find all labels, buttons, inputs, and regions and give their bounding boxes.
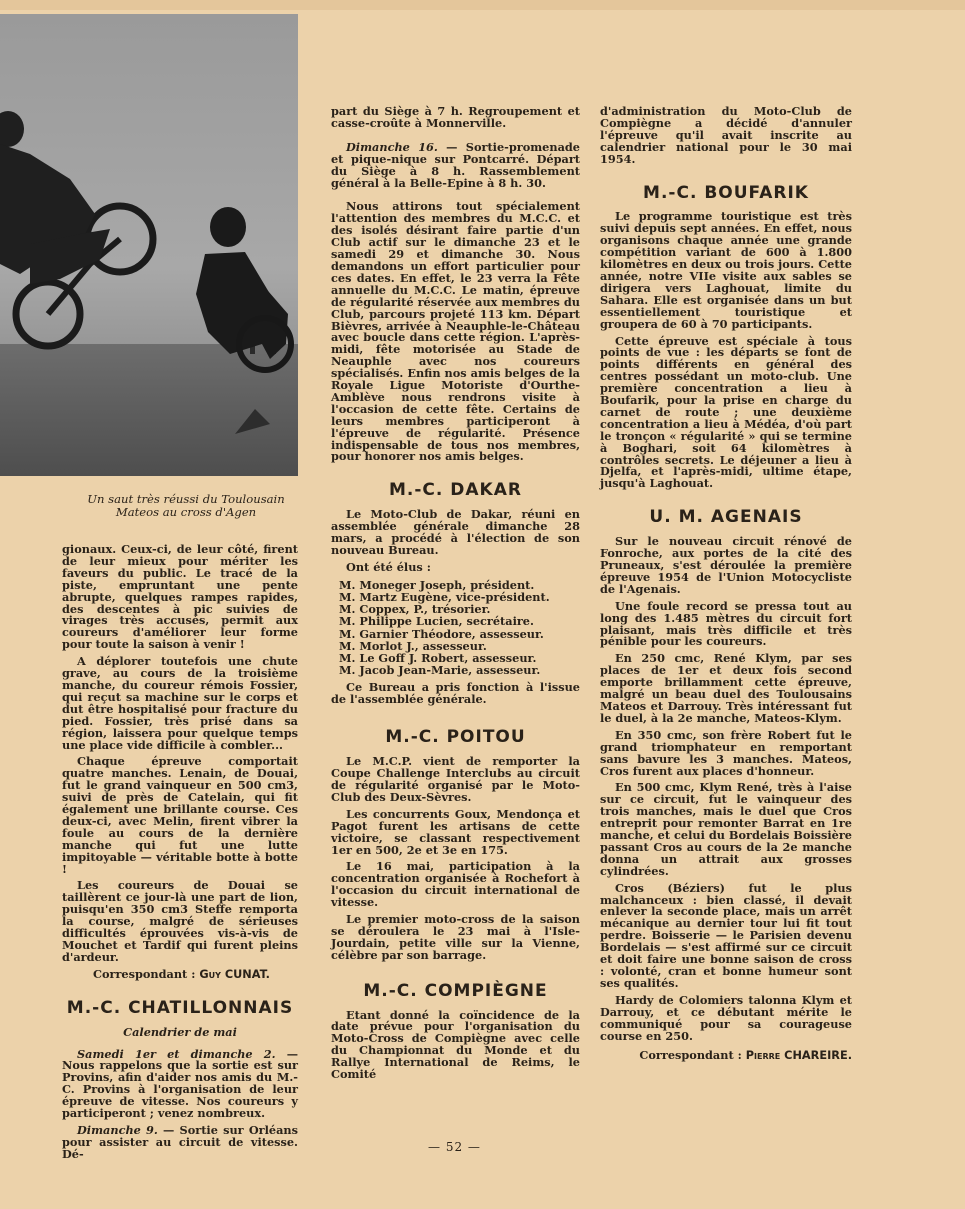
column-3 xyxy=(600,106,852,1067)
col3-paragraph: En 250 cmc, René Klym, par ses places de 1er et deux fois second emporte brillamment cette épreuve, malgré un beau duel des Toulousains Mateos et Darrouy. Très intéressant fut le duel, à la 2e manche, Mateos-Klym. xyxy=(600,651,852,725)
col1-paragraph: Les coureurs de Douai se taillèrent ce jour-là une part de lion, puisqu'en 350 cm3 Steffe remporta la course, malgré de sérieuses difficultés éprouvées vis-à-vis de Mouchet et Tardif qui furent pleins d'ardeur. xyxy=(62,878,298,964)
col1-correspondent xyxy=(78,966,298,981)
list-item: M. Martz Eugène, vice-président. xyxy=(339,590,550,605)
paragraph-text: — Sortie sur Orléans pour assister au circuit de vitesse. Dé- xyxy=(62,1122,298,1161)
correspondent-label: Correspondant : xyxy=(639,1048,742,1063)
list-item: M. Philippe Lucien, secrétaire. xyxy=(339,614,534,629)
list-item: M. Garnier Théodore, assesseur. xyxy=(339,626,544,641)
col3-paragraph: Cros (Béziers) fut le plus malchanceux : bien classé, il devait enlever la seconde place, mais un arrêt mécanique au dernier tour lui fit tout perdre. Boisserie — le Parisien devenu Bordelais — s'est affirmé sur ce circuit et doit faire une bonne saison de cross : volonté, cran et bonne humeur sont ses qualités. xyxy=(600,880,852,990)
col3-paragraph: Cette épreuve est spéciale à tous points de vue : les départs se font de points différents en général des centres possédant un moto-club. Une première concentration a lieu à Boufarik, pour la prise en charge du carnet de route ; une deuxième concentration a lieu à Médéa, d'où part le tronçon « régularité » qui se termine à Boghari, soit 64 kilomètres à contrôles secrets. Le déjeuner a lieu à Djelfa, et l'après-midi, ultime étape, jusqu'à Laghouat. xyxy=(600,333,852,491)
col2-paragraph: Ce Bureau a pris fonction à l'issue de l'assemblée générale. xyxy=(331,680,580,707)
col2-paragraph: Etant donné la coïncidence de la date prévue pour l'organisation du Moto-Cross de Compiègne avec celle du Championnat du Monde et du Rallye International de Reims, le Comité xyxy=(331,1007,580,1082)
list-item: M. Jacob Jean-Marie, assesseur. xyxy=(339,663,541,678)
list-item: M. Moneger Joseph, président. xyxy=(339,577,535,592)
col3-paragraph: Une foule record se pressa tout au long des 1.485 mètres du circuit fort plaisant, mais très difficile et très pénible pour les coureurs. xyxy=(600,598,852,649)
col1-paragraph xyxy=(62,1122,298,1161)
list-item: M. Le Goff J. Robert, assesseur. xyxy=(339,651,537,666)
board-list xyxy=(339,579,580,677)
list-item: M. Morlot J., assesseur. xyxy=(339,638,487,653)
section-heading-boufarik: M.-C. BOUFARIK xyxy=(643,182,809,203)
col3-paragraph: Sur le nouveau circuit rénové de Fonroche, aux portes de la cité des Pruneaux, s'est déroulée la première épreuve 1954 de l'Union Motocycliste de l'Agenais. xyxy=(600,534,852,596)
date-lead: Dimanche 16. xyxy=(346,139,438,154)
col2-paragraph: Nous attirons tout spécialement l'attention des membres du M.C.C. et des isolés désirant faire partie d'un Club actif sur le dimanche 23 et le samedi 29 et dimanche 30. Nous demandons un effort particulier pour ces dates. En effet, le 23 verra la Fête annuelle du M.C.C. Le matin, épreuve de régularité réservée aux membres du Club, parcours projeté 113 km. Départ Bièvres, arrivée à Neauphle-le-Château avec boucle dans cette région. L'après-midi, fête motorisée au Stade de Neauphle avec nos coureurs spécialisés. Enfin nos amis belges de la Royale Ligue Motoriste d'Ourthe-Amblève nous rendrons visite à l'occasion de cette fête. Certains de leurs membres participeront à l'épreuve de régularité. Présence indispensable de tous nos membres, pour honorer nos amis belges. xyxy=(331,199,580,464)
paragraph-text: — Nous rappelons que la sortie est sur Provins, afin d'aider nos amis du M.-C. Provins à l'organisation de leur épreuve de vitesse. Nos coureurs y participeront ; venez nombreux. xyxy=(62,1046,298,1121)
section-heading-chatillonnais: M.-C. CHATILLONNAIS xyxy=(66,997,294,1018)
col3-paragraph: d'administration du Moto-Club de Compiègne a décidé d'annuler l'épreuve qu'il avait inscrite au calendrier national pour le 30 mai 1954. xyxy=(600,104,852,166)
date-lead: Dimanche 9. xyxy=(77,1122,158,1137)
column-2 xyxy=(331,106,580,1086)
paragraph-text: — Sortie-promenade et pique-nique sur Pontcarré. Départ du Siège à 8 h. Rassemblement général à la Belle-Epine à 8 h. 30. xyxy=(331,139,580,190)
elected-label: Ont été élus : xyxy=(346,559,431,574)
section-heading-agenais: U. M. AGENAIS xyxy=(649,507,803,528)
motocross-photo xyxy=(0,14,298,476)
col1-paragraph: Chaque épreuve comportait quatre manches. Lenain, de Douai, fut le grand vainqueur en 500 cm3, suivi de près de Catelain, qui fit également une brillante course. Ces deux-ci, avec Melin, firent vibrer la foule au cours de la dernière manche qui fut une lutte impitoyable — véritable botte à botte ! xyxy=(62,754,298,876)
col2-paragraph: Le 16 mai, participation à la concentration organisée à Rochefort à l'occasion du circuit international de vitesse. xyxy=(331,859,580,910)
col2-paragraph xyxy=(331,139,580,190)
col3-paragraph: En 500 cmc, Klym René, très à l'aise sur ce circuit, fut le vainqueur des trois manches, mais le duel que Cros entreprit pour remonter Barrat en 1re manche, et celui du Bordelais Boissière passant Cros au cours de la 2e manche donna un attrait aux grosses cylindrées. xyxy=(600,780,852,878)
section-heading-dakar: M.-C. DAKAR xyxy=(389,480,522,501)
col2-paragraph: Les concurrents Goux, Mendonça et Pagot furent les artisans de cette victoire, se classant respectivement 1er en 500, 2e et 3e en 175. xyxy=(331,806,580,857)
section-subheading: Calendrier de mai xyxy=(123,1024,237,1039)
date-lead: Samedi 1er et dimanche 2. xyxy=(77,1046,276,1061)
correspondent-name: Pierre CHAREIRE. xyxy=(745,1049,852,1063)
col1-paragraph: gionaux. Ceux-ci, de leur côté, firent de leur mieux pour mériter les faveurs du public. Le tracé de la piste, empruntant une pente abrupte, quelques rampes rapides, des descentes à pic suivies de virages très accusés, permit aux coureurs d'améliorer leur forme pour toute la saison à venir ! xyxy=(62,542,298,652)
col1-paragraph: A déplorer toutefois une chute grave, au cours de la troisième manche, du coureur rémois Fossier, qui reçut sa machine sur le corps et dut être hospitalisé pour fracture du pied. Fossier, très prisé dans sa région, laissera pour quelque temps une place vide difficile à combler... xyxy=(62,654,298,752)
col3-paragraph: Le programme touristique est très suivi depuis sept années. En effet, nous organisons chaque année une grande compétition variant de 600 à 1.800 kilomètres en deux ou trois jours. Cette année, notre VIIe visite aux sables se dirigera vers Laghouat, limite du Sahara. Elle est organisée dans un but essentiellement touristique et groupera de 60 à 70 participants. xyxy=(600,209,852,331)
col2-paragraph: Le premier moto-cross de la saison se déroulera le 23 mai à l'Isle-Jourdain, petite ville sur la Vienne, célèbre par son barrage. xyxy=(331,912,580,962)
list-item: M. Coppex, P., trésorier. xyxy=(339,602,491,617)
col2-paragraph: part du Siège à 7 h. Regroupement et casse-croûte à Monnerville. xyxy=(331,104,580,130)
col2-paragraph: Le Moto-Club de Dakar, réuni en assemblée générale dimanche 28 mars, a procédé à l'élection de son nouveau Bureau. xyxy=(331,507,580,557)
page-top-edge xyxy=(0,0,965,10)
col3-paragraph: En 350 cmc, son frère Robert fut le grand triomphateur en remportant sans bavure les 3 manches. Mateos, Cros furent aux places d'honneur. xyxy=(600,727,852,778)
photo-caption: Un saut très réussi du Toulousain Mateos au cross d'Agen xyxy=(87,492,285,519)
col3-paragraph: Hardy de Colomiers talonna Klym et Darrouy, et ce débutant mérite le communiqué pour sa courageuse course en 250. xyxy=(600,992,852,1043)
section-heading-poitou: M.-C. POITOU xyxy=(385,727,526,748)
column-1 xyxy=(62,544,298,1166)
page-number: — 52 — xyxy=(428,1140,481,1154)
col2-paragraph: Le M.C.P. vient de remporter la Coupe Challenge Interclubs au circuit de régularité organisé par le Moto-Club des Deux-Sèvres. xyxy=(331,754,580,804)
section-heading-compiegne: M.-C. COMPIÈGNE xyxy=(363,980,548,1001)
col1-paragraph xyxy=(62,1046,298,1121)
correspondent-label: Correspondant : xyxy=(93,966,196,981)
col3-correspondent xyxy=(600,1050,852,1062)
correspondent-name: Guy CUNAT. xyxy=(199,967,270,981)
